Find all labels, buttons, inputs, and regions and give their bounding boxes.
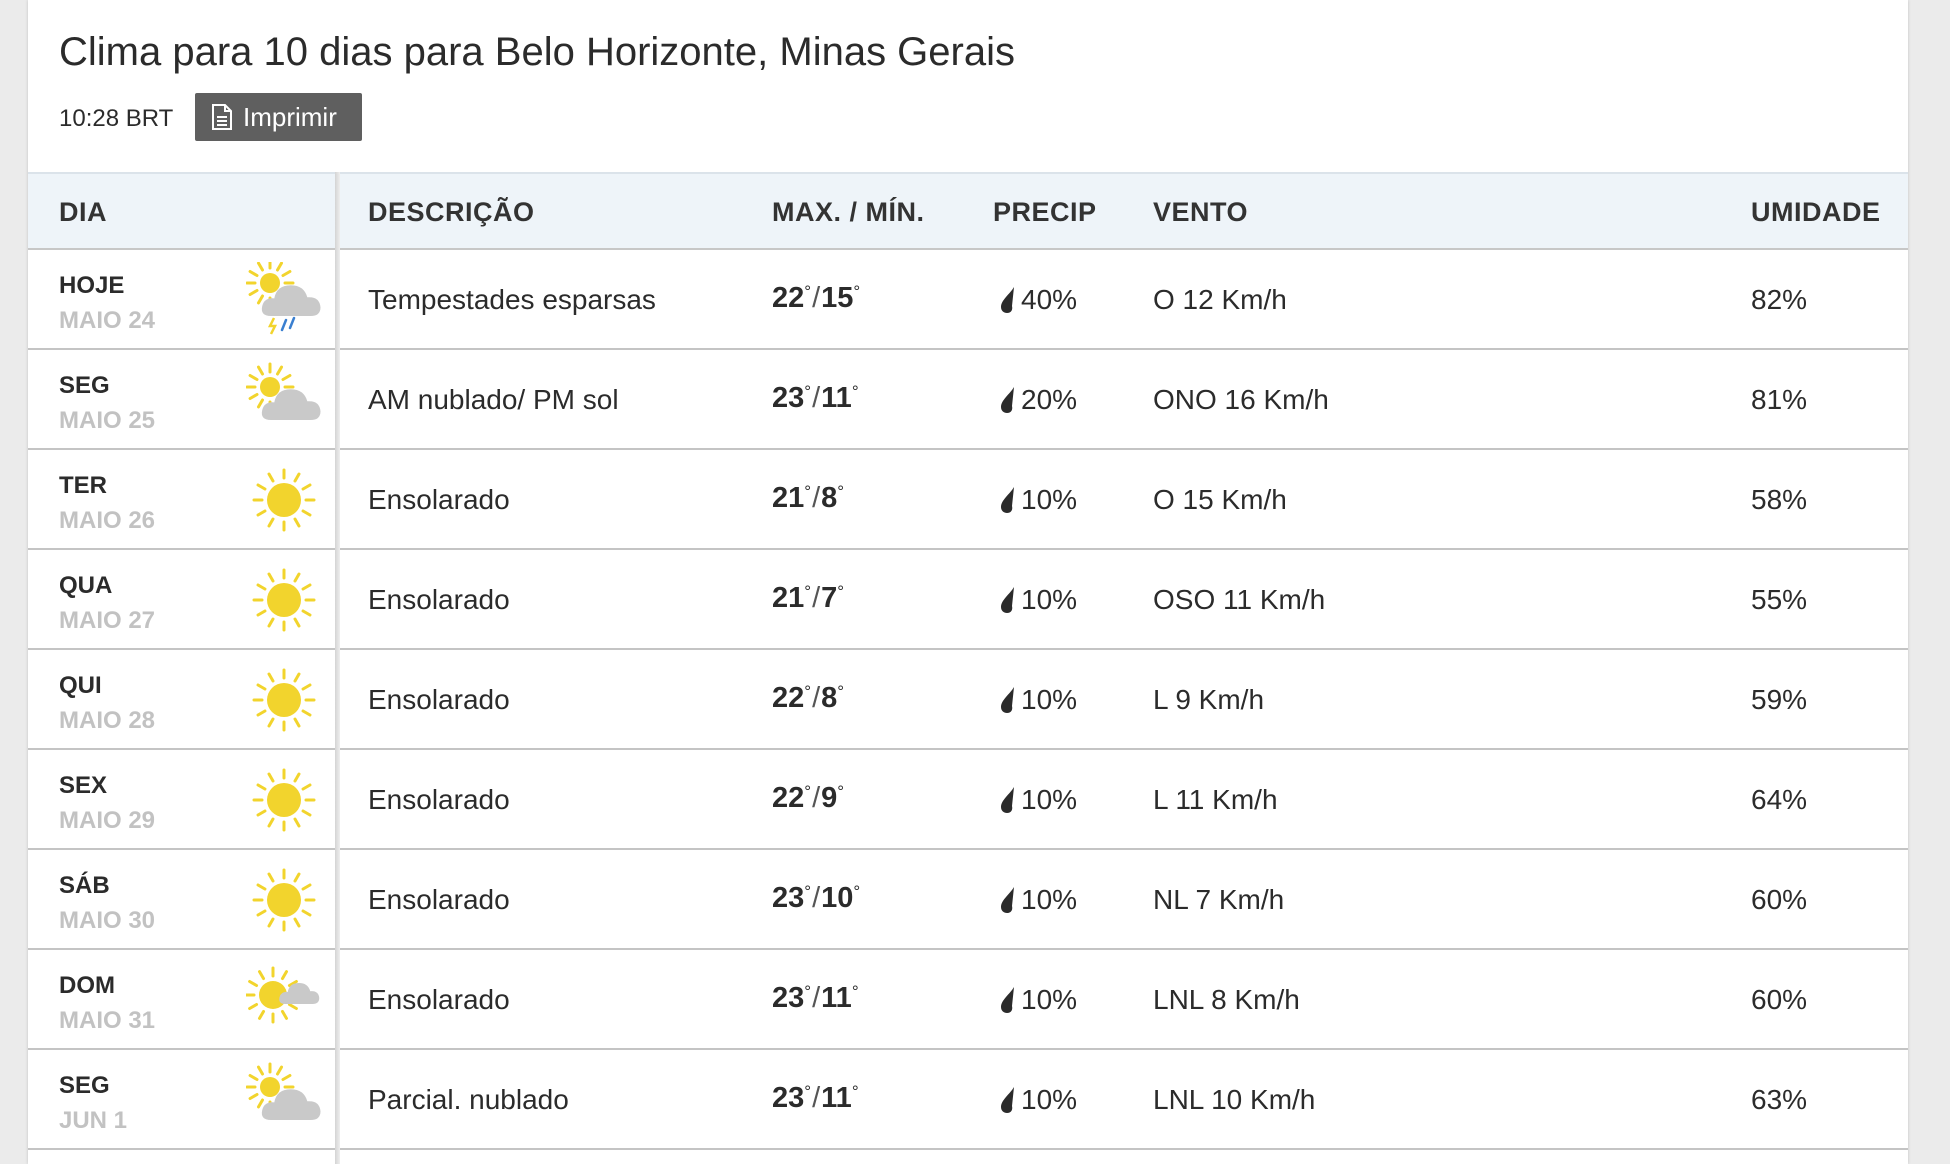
table-row[interactable] bbox=[28, 350, 1908, 450]
degree-symbol: ° bbox=[837, 782, 845, 801]
precipitation bbox=[998, 984, 1077, 1016]
day-name: DOM bbox=[59, 972, 115, 999]
weather-description: Ensolarado bbox=[368, 984, 510, 1015]
sunny-icon bbox=[246, 762, 322, 838]
humidity: 60% bbox=[1751, 884, 1808, 915]
humidity: 63% bbox=[1751, 1084, 1808, 1115]
timestamp: 10:28 BRT bbox=[59, 105, 174, 132]
sunny-icon bbox=[246, 562, 322, 638]
sunny-icon bbox=[246, 462, 322, 538]
precipitation bbox=[998, 884, 1077, 916]
temperature-maxmin bbox=[772, 982, 859, 1015]
temp-min: 11 bbox=[821, 982, 852, 1014]
degree-symbol: ° bbox=[804, 382, 812, 401]
forecast-table bbox=[28, 172, 1908, 1150]
humidity: 60% bbox=[1751, 984, 1808, 1015]
temp-separator: / bbox=[812, 582, 821, 614]
wind: LNL 8 Km/h bbox=[1153, 984, 1300, 1015]
temp-separator: / bbox=[812, 782, 821, 814]
table-row[interactable] bbox=[28, 450, 1908, 550]
degree-symbol: ° bbox=[853, 882, 861, 901]
temp-separator: / bbox=[812, 982, 821, 1014]
precipitation-value: 40% bbox=[1021, 284, 1078, 315]
table-row[interactable] bbox=[28, 750, 1908, 850]
degree-symbol: ° bbox=[804, 982, 812, 1001]
degree-symbol: ° bbox=[804, 282, 812, 301]
table-row[interactable] bbox=[28, 550, 1908, 650]
humidity: 82% bbox=[1751, 284, 1808, 315]
day-date: MAIO 28 bbox=[59, 707, 156, 734]
wind: NL 7 Km/h bbox=[1153, 884, 1285, 915]
print-button-label: Imprimir bbox=[243, 101, 337, 132]
humidity: 64% bbox=[1751, 784, 1808, 815]
precipitation-value: 10% bbox=[1021, 884, 1078, 915]
table-row[interactable] bbox=[28, 850, 1908, 950]
temperature-maxmin bbox=[772, 582, 844, 615]
degree-symbol: ° bbox=[853, 282, 861, 301]
degree-symbol: ° bbox=[851, 382, 859, 401]
day-date: MAIO 27 bbox=[59, 607, 156, 634]
weather-description: Tempestades esparsas bbox=[368, 284, 656, 315]
precipitation bbox=[998, 684, 1077, 716]
table-row[interactable] bbox=[28, 650, 1908, 750]
temp-min: 15 bbox=[821, 282, 854, 314]
day-name: SÁB bbox=[59, 872, 110, 899]
raindrop-icon bbox=[998, 1086, 1016, 1114]
sunny-icon bbox=[246, 662, 322, 738]
precipitation bbox=[998, 484, 1077, 516]
column-maxmin: MAX. / MÍN. bbox=[772, 197, 925, 227]
weather-description: Ensolarado bbox=[368, 784, 510, 815]
degree-symbol: ° bbox=[804, 782, 812, 801]
degree-symbol: ° bbox=[851, 1082, 859, 1101]
temp-separator: / bbox=[812, 882, 821, 914]
column-day: DIA bbox=[59, 197, 107, 227]
precipitation-value: 10% bbox=[1021, 684, 1078, 715]
degree-symbol: ° bbox=[804, 1082, 812, 1101]
precipitation-value: 10% bbox=[1021, 584, 1078, 615]
sunny-icon bbox=[246, 862, 322, 938]
temperature-maxmin bbox=[772, 1082, 859, 1115]
humidity: 55% bbox=[1751, 584, 1808, 615]
temp-min: 11 bbox=[821, 1082, 852, 1114]
humidity: 81% bbox=[1751, 384, 1808, 415]
raindrop-icon bbox=[998, 686, 1016, 714]
print-button[interactable] bbox=[195, 93, 362, 141]
temperature-maxmin bbox=[772, 382, 859, 415]
degree-symbol: ° bbox=[837, 682, 845, 701]
temp-min: 7 bbox=[821, 582, 838, 614]
precipitation bbox=[998, 384, 1077, 416]
raindrop-icon bbox=[998, 786, 1016, 814]
temperature-maxmin bbox=[772, 782, 844, 815]
humidity: 59% bbox=[1751, 684, 1808, 715]
degree-symbol: ° bbox=[851, 982, 859, 1001]
temperature-maxmin bbox=[772, 682, 844, 715]
temp-min: 8 bbox=[821, 482, 838, 514]
temp-separator: / bbox=[812, 282, 821, 314]
table-row[interactable] bbox=[28, 250, 1908, 350]
column-precip: PRECIP bbox=[993, 197, 1097, 227]
partly-cloudy-icon bbox=[246, 1062, 322, 1138]
wind: O 15 Km/h bbox=[1153, 484, 1287, 515]
partly-cloudy-icon bbox=[246, 362, 322, 438]
weather-description: AM nublado/ PM sol bbox=[368, 384, 619, 415]
temp-max: 23 bbox=[772, 982, 805, 1014]
wind: ONO 16 Km/h bbox=[1153, 384, 1329, 415]
day-date: MAIO 29 bbox=[59, 807, 156, 834]
wind: L 9 Km/h bbox=[1153, 684, 1265, 715]
degree-symbol: ° bbox=[804, 882, 812, 901]
temp-min: 11 bbox=[821, 382, 852, 414]
weather-description: Parcial. nublado bbox=[368, 1084, 569, 1115]
temp-min: 10 bbox=[821, 882, 854, 914]
mostly-sunny-icon bbox=[246, 962, 322, 1038]
day-name: HOJE bbox=[59, 272, 125, 299]
day-date: MAIO 30 bbox=[59, 907, 156, 934]
wind: L 11 Km/h bbox=[1153, 784, 1278, 815]
day-name: QUI bbox=[59, 672, 102, 699]
document-icon bbox=[211, 104, 233, 130]
weather-description: Ensolarado bbox=[368, 684, 510, 715]
precipitation bbox=[998, 584, 1077, 616]
temp-max: 22 bbox=[772, 282, 805, 314]
raindrop-icon bbox=[998, 486, 1016, 514]
table-row[interactable] bbox=[28, 1050, 1908, 1150]
precipitation-value: 10% bbox=[1021, 784, 1078, 815]
weather-description: Ensolarado bbox=[368, 484, 510, 515]
weather-description: Ensolarado bbox=[368, 584, 510, 615]
temp-min: 9 bbox=[821, 782, 838, 814]
wind: O 12 Km/h bbox=[1153, 284, 1287, 315]
page-title: Clima para 10 dias para Belo Horizonte, Minas Gerais bbox=[59, 30, 1015, 74]
wind: OSO 11 Km/h bbox=[1153, 584, 1326, 615]
day-name: SEG bbox=[59, 372, 110, 399]
degree-symbol: ° bbox=[804, 682, 812, 701]
temp-max: 23 bbox=[772, 1082, 805, 1114]
temp-max: 21 bbox=[772, 482, 805, 514]
degree-symbol: ° bbox=[804, 482, 812, 501]
raindrop-icon bbox=[998, 986, 1016, 1014]
temp-min: 8 bbox=[821, 682, 838, 714]
degree-symbol: ° bbox=[804, 582, 812, 601]
column-divider bbox=[335, 172, 340, 1164]
precipitation-value: 10% bbox=[1021, 484, 1078, 515]
temp-separator: / bbox=[812, 482, 821, 514]
column-description: DESCRIÇÃO bbox=[368, 197, 535, 227]
temp-max: 22 bbox=[772, 682, 805, 714]
table-body bbox=[28, 250, 1908, 1150]
temp-max: 23 bbox=[772, 882, 805, 914]
temp-separator: / bbox=[812, 682, 821, 714]
temp-max: 23 bbox=[772, 382, 805, 414]
forecast-panel bbox=[28, 0, 1908, 1164]
day-name: QUA bbox=[59, 572, 113, 599]
temp-max: 21 bbox=[772, 582, 805, 614]
temp-max: 22 bbox=[772, 782, 805, 814]
degree-symbol: ° bbox=[837, 582, 845, 601]
temperature-maxmin bbox=[772, 882, 860, 915]
column-humidity: UMIDADE bbox=[1751, 197, 1881, 227]
column-wind: VENTO bbox=[1153, 197, 1249, 227]
thunderstorm-sun-cloud-icon bbox=[246, 262, 322, 338]
raindrop-icon bbox=[998, 286, 1016, 314]
temp-separator: / bbox=[812, 382, 821, 414]
raindrop-icon bbox=[998, 386, 1016, 414]
raindrop-icon bbox=[998, 586, 1016, 614]
precipitation-value: 20% bbox=[1021, 384, 1078, 415]
day-date: MAIO 24 bbox=[59, 307, 156, 334]
temperature-maxmin bbox=[772, 482, 844, 515]
day-name: SEX bbox=[59, 772, 108, 799]
temperature-maxmin bbox=[772, 282, 860, 315]
humidity: 58% bbox=[1751, 484, 1808, 515]
precipitation bbox=[998, 1084, 1077, 1116]
raindrop-icon bbox=[998, 886, 1016, 914]
day-name: SEG bbox=[59, 1072, 110, 1099]
precipitation bbox=[998, 284, 1077, 316]
precipitation-value: 10% bbox=[1021, 1084, 1078, 1115]
wind: LNL 10 Km/h bbox=[1153, 1084, 1316, 1115]
day-date: MAIO 31 bbox=[59, 1007, 156, 1034]
table-row[interactable] bbox=[28, 950, 1908, 1050]
day-date: JUN 1 bbox=[59, 1107, 128, 1134]
degree-symbol: ° bbox=[837, 482, 845, 501]
precipitation bbox=[998, 784, 1077, 816]
weather-description: Ensolarado bbox=[368, 884, 510, 915]
temp-separator: / bbox=[812, 1082, 821, 1114]
day-name: TER bbox=[59, 472, 107, 499]
table-header bbox=[28, 172, 1908, 250]
day-date: MAIO 25 bbox=[59, 407, 156, 434]
day-date: MAIO 26 bbox=[59, 507, 156, 534]
precipitation-value: 10% bbox=[1021, 984, 1078, 1015]
